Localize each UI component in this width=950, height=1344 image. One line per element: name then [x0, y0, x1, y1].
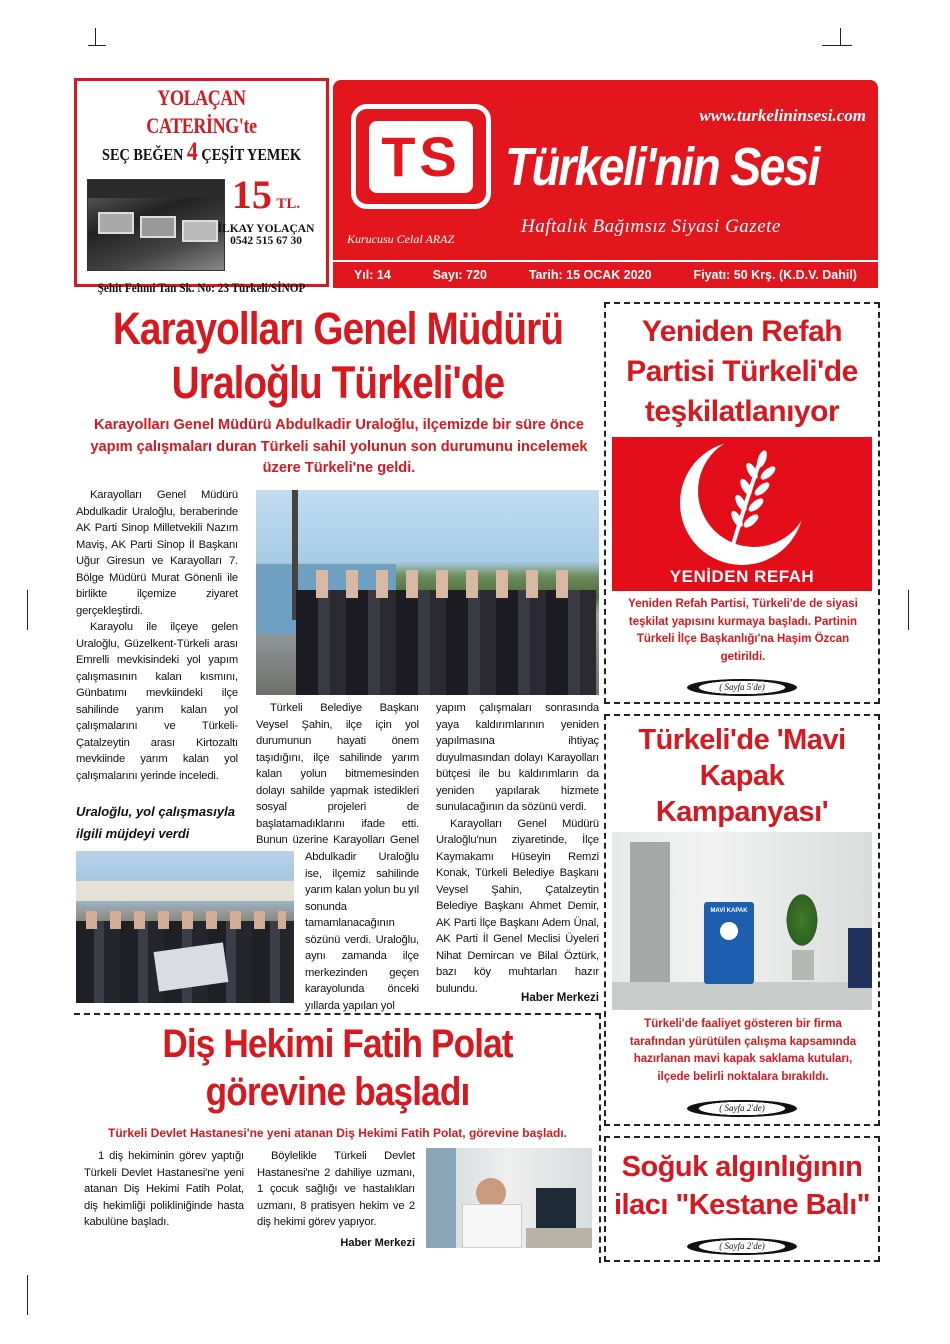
advert-price: 15	[231, 172, 272, 217]
crop-mark	[840, 28, 841, 46]
ts-logo: TS	[351, 104, 491, 209]
dentist-headline: Diş Hekimi Fatih Polat görevine başladı	[162, 1022, 513, 1114]
lead-spot: Karayolları Genel Müdürü Abdulkadir Uraloğlu, ilçemizde bir süre önce yapım çalışmaları duran Türkeli sahil yolunun son durumunu incelemek üzere Türkeli'ne geldi.	[90, 417, 588, 476]
mavi-caption: Türkeli'de faaliyet gösteren bir firma tarafından yürütülen çalışma kapsamında hazırlanan mavi kapak saklama kutuları, ilçede belirli noktalara bırakıldı.	[629, 1018, 857, 1083]
newspaper-name: Türkeli'nin Sesi	[505, 137, 819, 197]
vertical-separator	[604, 302, 606, 704]
issue-number: Sayı: 720	[432, 268, 487, 282]
advert-price-unit: TL.	[276, 196, 301, 212]
tagline: Haftalık Bağımsız Siyasi Gazete	[521, 216, 781, 237]
food-counter-photo	[87, 179, 225, 271]
vertical-separator	[878, 302, 880, 704]
dentist-column-1: 1 diş hekiminin görev yaptığı Türkeli Devlet Hastanesi'ne yeni atanan Diş Hekimi Fatih Polat, diş hekimliği polikliniğinde hasta kabulüne başladı.	[84, 1150, 244, 1228]
bin-label: MAVİ KAPAK	[710, 908, 748, 914]
lead-column-1: Karayolları Genel Müdürü Abdulkadir Uraloğlu, beraberinde AK Parti Sinop Milletvekili Nazım Maviş, AK Parti Sinop İl Başkanı Uğur Giresun ve Karayolları 7. Bölge Müdürü Murat Gönenli ile birlikte ilçemize ziyaret gerçekleştirdi. Karayolu ile ilçeye gelen Uraloğlu, Güzelkent-Türkeli arası Emrelli mevkisindeki yol yapım çalışmasının kalan kısmını, Günbatımı mevkiindeki ilçe sahilinde yarım kalan yol çalışmalarını ve Türkeli-Çatalzeytin arası Kirtozaltı mevkiinde yarım kalan yol çalışmalarını yerinde inceledi.	[76, 489, 238, 782]
crop-mark	[908, 590, 909, 630]
lead-photo-officials-walking	[256, 490, 599, 695]
lead-photo-officials-map	[76, 851, 294, 1003]
issue-year: Yıl: 14	[353, 268, 391, 282]
advert-subtitle: SEÇ BEĞEN 4 ÇEŞİT YEMEK	[101, 137, 302, 166]
issue-info-bar	[333, 260, 878, 288]
refah-page-ref: ( Sayfa 5'de)	[612, 679, 872, 696]
advert-title: YOLAÇAN CATERİNG'te	[146, 85, 257, 138]
advert-phone: 0542 515 67 30	[230, 235, 302, 247]
crop-mark	[27, 1275, 28, 1315]
horizontal-separator	[604, 702, 880, 704]
catering-advert	[74, 78, 329, 295]
dentist-spot: Türkeli Devlet Hastanesi'ne yeni atanan Diş Hekimi Fatih Polat, görevine başladı.	[107, 1126, 567, 1140]
mavi-page-ref: ( Sayfa 2'de)	[612, 1100, 872, 1117]
masthead	[333, 80, 878, 288]
lead-subhead: Uraloğlu, yol çalışmasıyla ilgili müjdeyi verdi	[76, 804, 235, 841]
refah-logo	[612, 437, 872, 591]
mavi-kapak-photo	[612, 832, 872, 1010]
dentist-byline: Haber Merkezi	[340, 1237, 415, 1249]
website-url: www.turkelininsesi.com	[699, 106, 866, 125]
crop-mark	[95, 28, 96, 46]
lead-byline: Haber Merkezi	[521, 992, 599, 1004]
dentist-photo	[426, 1148, 592, 1248]
founder: Kurucusu Celal ARAZ	[347, 232, 455, 246]
issue-price: Fiyatı: 50 Krş. (K.D.V. Dahil)	[693, 268, 857, 282]
lead-column-3: yapım çalışmaları sonrasında yaya kaldırımlarının yeniden yapılmasına ihtiyaç duyulmasından dolayı Karayolları bütçesi ile bu kaldırımların da yeniden yapılarak hizmete sunulacağının da sözünü verdi. Karayolları Genel Müdürü Uraloğlu'nun ziyaretinde, İlçe Kaymakamı Hüseyin Remzi Konak, Türkeli Belediye Başkanı Veysel Şahin, Çatalzeytin Belediye Başkanı Ahmet Demir, AK Parti İlçe Başkanı Adem Ünal, AK Parti İl Genel Meclisi Üyeleri Nihat Demircan ve Bilal Öztürk, bazı köy muhtarları hazır bulundu.	[436, 702, 599, 995]
crop-mark	[822, 45, 852, 46]
refah-logo-text: YENİDEN REFAH	[669, 567, 815, 586]
lead-column-2b: Abdulkadir Uraloğlu ise, ilçemiz sahilinde yarım kalan yolun bu yıl sonunda tamamlanacağının sözünü verdi. Uraloğlu, aynı zamanda ilçe merkezinden geçen karayolunda önceki yıllarda yapılan yol	[305, 851, 419, 1012]
crop-mark	[88, 45, 106, 46]
refah-caption: Yeniden Refah Partisi, Türkeli'de de siyasi teşkilat yapısını kurmaya başladı. Partinin Türkeli İlçe Başkanlığı'na Haşim Özcan getirildi.	[628, 598, 858, 663]
dentist-column-2: Böylelikle Türkeli Devlet Hastanesi'ne 2 dahiliye uzmanı, 1 çocuk sağlığı ve hastalıkları uzmanı, 8 pratisyen hekim ve 2 diş hekimi görev yapıyor.	[257, 1150, 415, 1228]
advert-address: Şehit Fehmi Tan Sk. No: 23 Türkeli/SİNOP	[97, 281, 306, 295]
lead-headline: Karayolları Genel Müdürü Uraloğlu Türkeli'de	[112, 303, 564, 408]
issue-date: Tarih: 15 OCAK 2020	[528, 268, 652, 282]
crop-mark	[27, 590, 28, 630]
refah-headline: Yeniden Refah Partisi Türkeli'de teşkilatlanıyor	[626, 315, 858, 428]
lead-column-2: Türkeli Belediye Başkanı Veysel Şahin, ilçe için yol durumunun hayati önem taşıdığını, ilçe sahilinde yarım kalan yolun bitmemesinden dolayı sahilde yapmak istedikleri sosyal projeleri de başlatamadıklarını ifade etti. Bunun üzerine Karayolları Genel	[256, 702, 419, 846]
kestane-headline: Soğuk algınlığının ilacı "Kestane Balı"	[613, 1151, 871, 1221]
mavi-headline: Türkeli'de 'Mavi Kapak Kampanyası'	[638, 724, 846, 828]
advert-owner: İLKAY YOLAÇAN	[217, 223, 315, 235]
kestane-page-ref: ( Sayfa 2'de)	[612, 1238, 872, 1255]
